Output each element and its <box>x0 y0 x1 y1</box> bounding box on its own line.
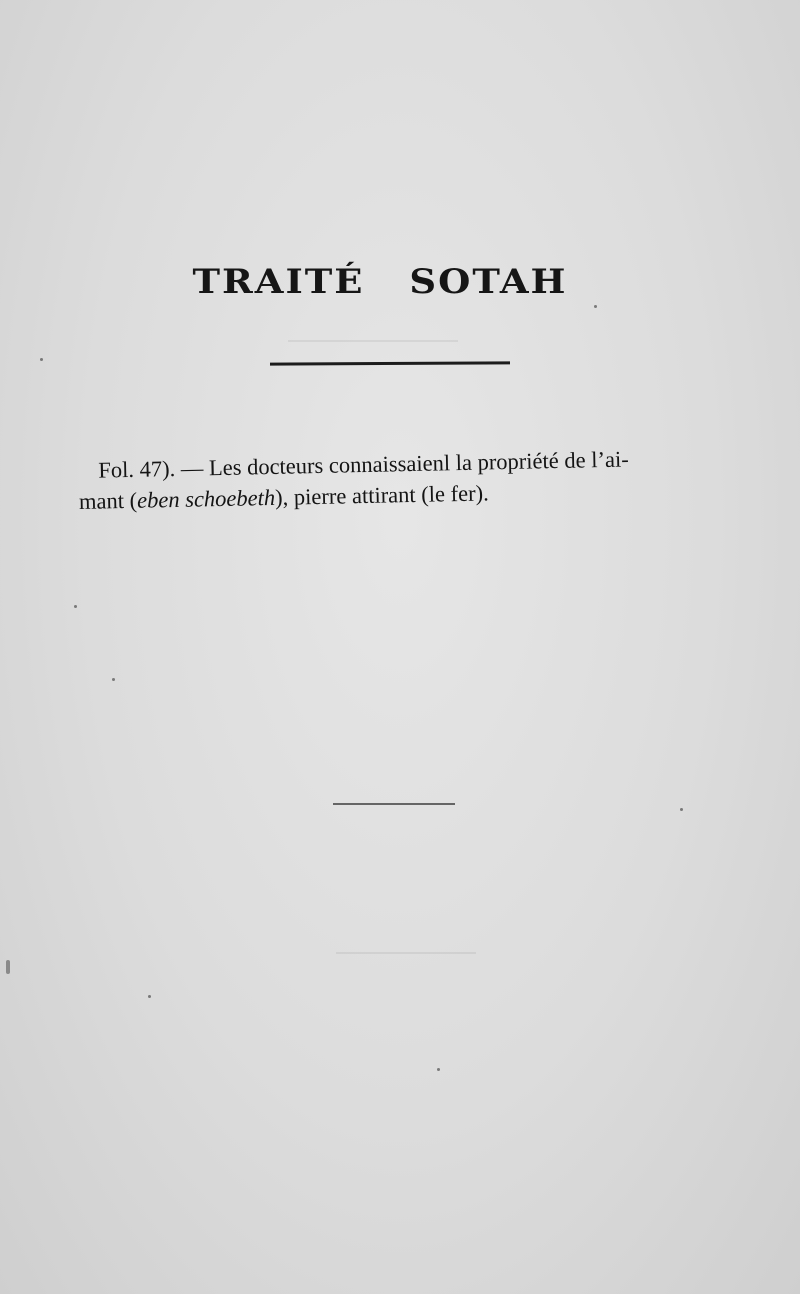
paper-speck <box>40 358 43 361</box>
paper-speck <box>148 995 151 998</box>
body-paragraph <box>78 442 719 517</box>
italic-term: eben schoebeth <box>136 484 276 513</box>
paper-speck <box>437 1068 440 1071</box>
paper-speck <box>680 808 683 811</box>
paper-speck <box>594 305 597 308</box>
paper-speck <box>112 678 115 681</box>
page-title: TRAITÉ SOTAH <box>192 260 568 302</box>
section-divider <box>333 803 455 805</box>
bleed-through-rule <box>288 340 458 342</box>
paragraph-text: Les docteurs connaissaienl la propriété de l’ai- <box>208 446 629 481</box>
paragraph-text: mant ( <box>78 487 138 514</box>
paragraph-text: ), pierre attirant (le fer). <box>274 480 489 510</box>
title-divider <box>270 361 510 365</box>
folio-reference: Fol. 47). — <box>98 455 204 483</box>
paper-speck <box>74 605 77 608</box>
paper-speck <box>6 960 10 974</box>
bleed-through-rule <box>336 952 476 954</box>
